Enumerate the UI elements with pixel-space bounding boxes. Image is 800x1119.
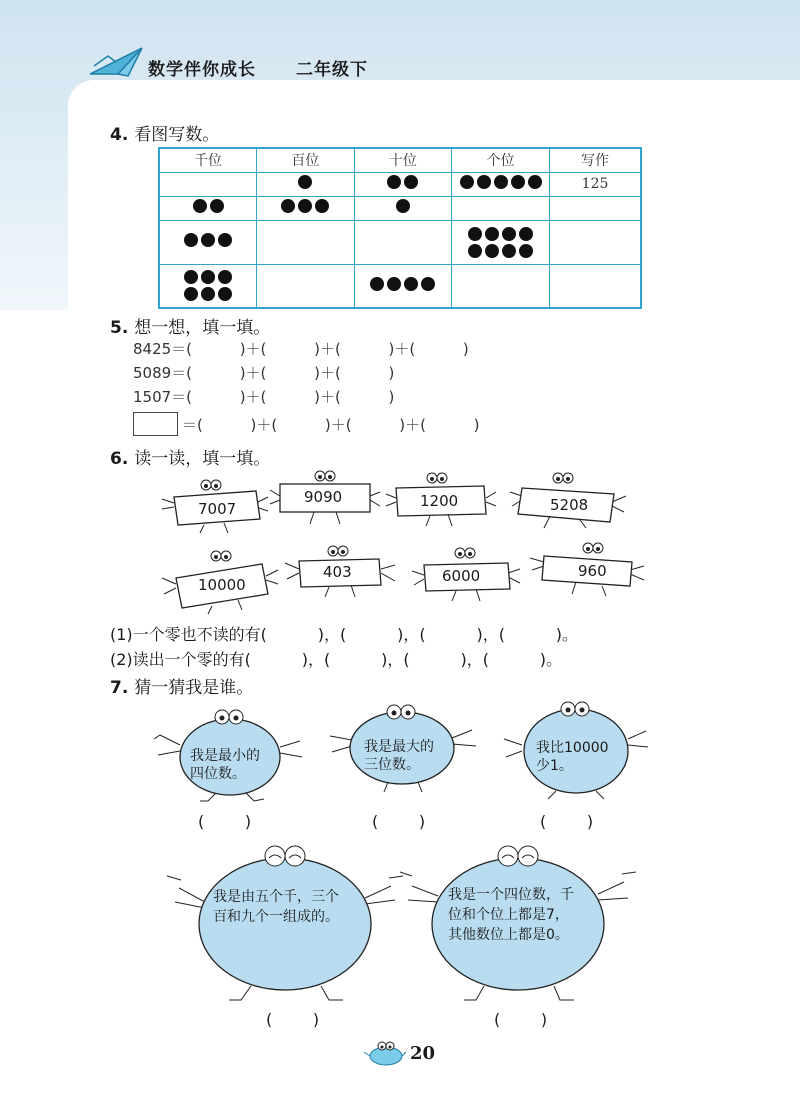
cartoon-blob: [398, 832, 638, 1011]
counter-dot: [370, 277, 384, 291]
dot-group: [396, 199, 410, 213]
cartoon-blob: [165, 832, 405, 1011]
blank-number-box[interactable]: [133, 412, 178, 436]
question-text: 猜一猜我是谁。: [134, 678, 254, 698]
cartoon-blob: [322, 700, 482, 804]
equation-line[interactable]: 8425＝( )＋( )＋( )＋( ): [133, 340, 469, 358]
dot-cell: [257, 220, 355, 264]
counter-dot: [519, 244, 533, 258]
card-number: 7007: [198, 500, 237, 518]
dot-cell: [257, 172, 355, 196]
blob-line: 我是由五个千，三个: [213, 889, 339, 905]
question-text: 读一读，填一填。: [134, 449, 271, 469]
number-card: [386, 470, 496, 534]
answer-blank[interactable]: ( ): [540, 812, 594, 831]
dot-cell: [452, 264, 550, 308]
answer-blank[interactable]: ( ): [198, 812, 252, 831]
blob-line: 我是一个四位数，千: [448, 887, 574, 903]
counter-dot: [485, 227, 499, 241]
counter-dot: [210, 199, 224, 213]
column-header: 百位: [257, 148, 355, 172]
cartoon-mascot-icon: [364, 1040, 406, 1072]
dot-cell: [257, 264, 355, 308]
blob-line: 我比10000: [536, 740, 609, 756]
dot-cell: [159, 172, 257, 196]
written-cell[interactable]: [550, 264, 641, 308]
counter-dot: [387, 277, 401, 291]
dot-cell: [257, 196, 355, 220]
place-value-table: [158, 147, 642, 309]
dot-group: [460, 175, 542, 189]
card-number: 1200: [420, 492, 459, 510]
blob-line: 位和个位上都是7，: [448, 907, 569, 923]
counter-dot: [193, 199, 207, 213]
book-grade: 二年级下: [296, 60, 368, 80]
question-4-title: [110, 120, 219, 145]
question-5-title: [110, 313, 270, 338]
column-header: 十位: [354, 148, 452, 172]
counter-dot: [404, 277, 418, 291]
counter-dot: [298, 175, 312, 189]
book-title: 数学伴你成长: [148, 60, 256, 80]
column-header: 写作: [550, 148, 641, 172]
dot-cell: [354, 172, 452, 196]
table-row: [159, 196, 641, 220]
dot-cell: [159, 220, 257, 264]
number-card: [412, 545, 522, 609]
counter-dot: [184, 270, 198, 284]
dot-group: [387, 175, 418, 189]
counter-dot: [396, 199, 410, 213]
dot-cell: [159, 264, 257, 308]
blob-line: 其他数位上都是0。: [448, 927, 569, 943]
counter-dot: [502, 244, 516, 258]
dot-cell: [452, 172, 550, 196]
cartoon-blob: [150, 705, 310, 809]
table-header-row: [159, 148, 641, 172]
counter-dot: [184, 287, 198, 301]
column-header: 个位: [452, 148, 550, 172]
counter-dot: [528, 175, 542, 189]
counter-dot: [281, 199, 295, 213]
question-number: 4.: [110, 125, 129, 145]
column-header: 千位: [159, 148, 257, 172]
dot-group: [184, 233, 232, 247]
page-number: 20: [410, 1043, 436, 1064]
question-7-title: [110, 673, 253, 698]
counter-dot: [201, 287, 215, 301]
table-row: [159, 220, 641, 264]
written-cell[interactable]: [550, 196, 641, 220]
blob-line: 三位数。: [364, 757, 420, 773]
fill-line-1[interactable]: (1)一个零也不读的有( )，( )，( )，( )。: [110, 625, 579, 644]
left-margin-band: [0, 80, 70, 310]
question-6-title: [110, 444, 270, 469]
card-number: 5208: [550, 496, 589, 514]
paper-plane-logo-icon: [88, 44, 144, 82]
counter-dot: [298, 199, 312, 213]
card-number: 6000: [442, 567, 481, 585]
dot-group: [370, 277, 435, 291]
written-cell[interactable]: 125: [550, 172, 641, 196]
number-card: [162, 548, 278, 618]
counter-dot: [421, 277, 435, 291]
counter-dot: [184, 233, 198, 247]
blob-line: 四位数。: [190, 766, 246, 782]
counter-dot: [404, 175, 418, 189]
answer-blank[interactable]: ( ): [494, 1010, 548, 1029]
counter-dot: [494, 175, 508, 189]
table-row: [159, 264, 641, 308]
counter-dot: [387, 175, 401, 189]
question-text: 想一想，填一填。: [134, 318, 271, 338]
dot-cell: [452, 220, 550, 264]
dot-group: [298, 175, 312, 189]
cartoon-blob: [500, 695, 650, 809]
blob-line: 百和九个一组成的。: [213, 909, 339, 925]
counter-dot: [315, 199, 329, 213]
question-number: 5.: [110, 318, 129, 338]
question-text: 看图写数。: [134, 125, 220, 145]
card-number: 10000: [198, 576, 246, 594]
counter-dot: [477, 175, 491, 189]
counter-dot: [218, 233, 232, 247]
fill-line-2[interactable]: (2)读出一个零的有( )，( )，( )，( )。: [110, 650, 563, 669]
card-number: 9090: [304, 488, 343, 506]
equation-line[interactable]: 5089＝( )＋( )＋( ): [133, 364, 395, 382]
number-card: [510, 470, 626, 534]
written-cell[interactable]: [550, 220, 641, 264]
equation-line[interactable]: ＝( )＋( )＋( )＋( ): [182, 416, 480, 434]
dot-group: [468, 227, 533, 258]
counter-dot: [460, 175, 474, 189]
answer-blank[interactable]: ( ): [266, 1010, 320, 1029]
card-number: 960: [578, 562, 607, 580]
blob-line: 我是最小的: [190, 748, 260, 764]
number-card: [285, 543, 401, 607]
equation-line[interactable]: 1507＝( )＋( )＋( ): [133, 388, 395, 406]
counter-dot: [201, 233, 215, 247]
dot-cell: [452, 196, 550, 220]
dot-group: [281, 199, 329, 213]
question-number: 7.: [110, 678, 129, 698]
answer-blank[interactable]: ( ): [372, 812, 426, 831]
counter-dot: [218, 270, 232, 284]
counter-dot: [519, 227, 533, 241]
dot-cell: [354, 264, 452, 308]
counter-dot: [511, 175, 525, 189]
table-row: [159, 172, 641, 196]
dot-cell: [159, 196, 257, 220]
counter-dot: [201, 270, 215, 284]
counter-dot: [485, 244, 499, 258]
counter-dot: [218, 287, 232, 301]
number-card: [270, 468, 380, 532]
dot-group: [193, 199, 224, 213]
counter-dot: [468, 244, 482, 258]
blob-line: 我是最大的: [364, 739, 434, 755]
dot-group: [184, 270, 232, 301]
counter-dot: [468, 227, 482, 241]
dot-cell: [354, 220, 452, 264]
dot-cell: [354, 196, 452, 220]
counter-dot: [502, 227, 516, 241]
card-number: 403: [323, 563, 352, 581]
number-card: [530, 540, 646, 604]
blob-line: 少1。: [536, 758, 573, 774]
number-card: [160, 475, 270, 539]
question-number: 6.: [110, 449, 129, 469]
